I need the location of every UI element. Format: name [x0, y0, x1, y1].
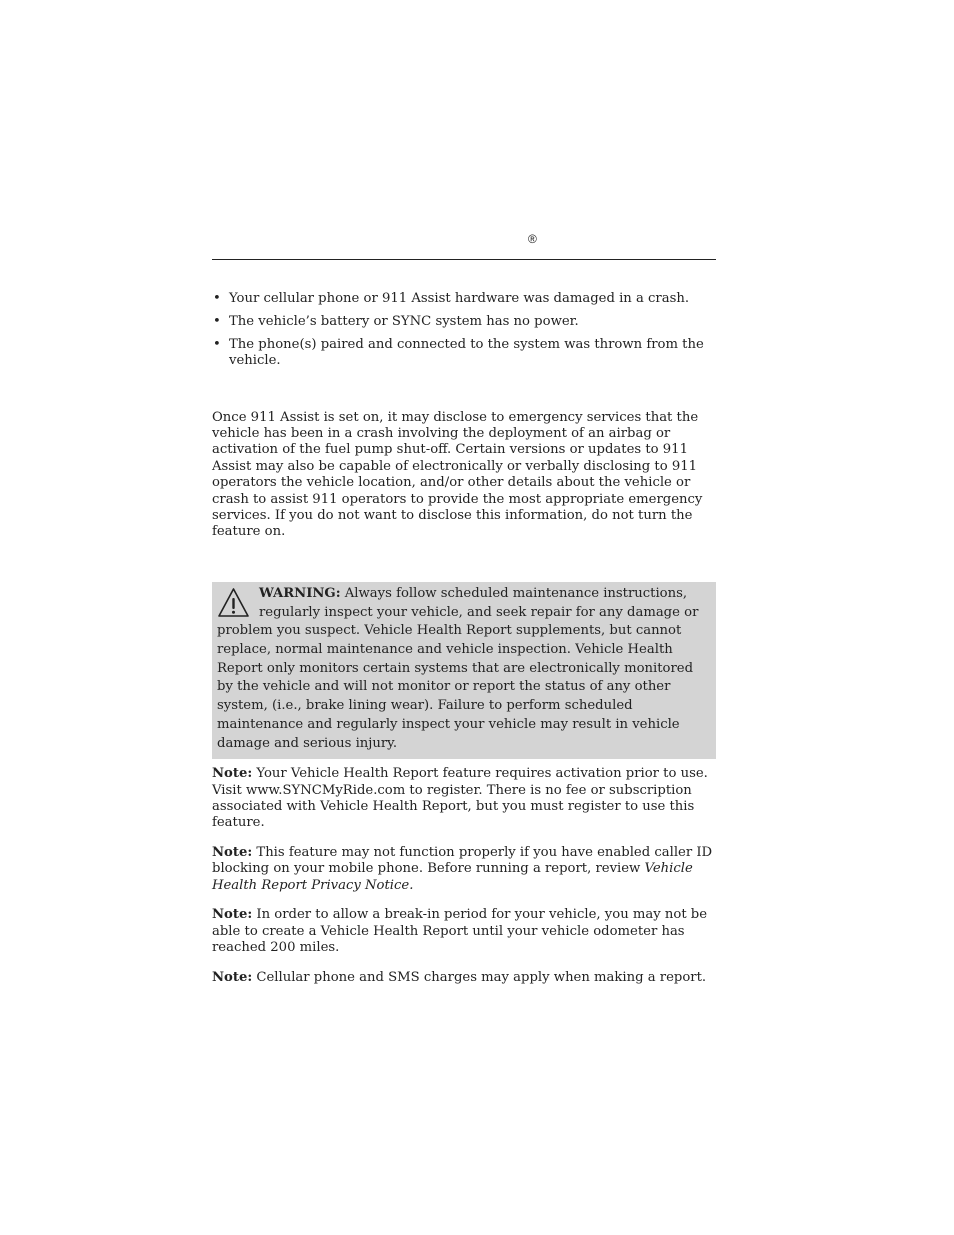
note-text: This feature may not function properly if you have enabled caller ID blocking on your mobile phone. Before running a report, review: [212, 845, 713, 877]
warning-triangle-icon: [217, 587, 250, 619]
list-item: [212, 291, 716, 307]
bullet-symbol: •: [213, 291, 221, 306]
bullet-symbol: •: [213, 336, 221, 352]
note-label: Note:: [212, 907, 253, 923]
page-content: [212, 291, 716, 999]
note-text: In order to allow a break-in period for your vehicle, you may not be able to create a Vehicle Health Report until your vehicle odometer has reached 200 miles.: [212, 907, 708, 956]
note-label: Note:: [212, 845, 253, 861]
note-paragraph: [212, 845, 716, 894]
registered-trademark-mark: ®: [528, 232, 537, 246]
bullet-list: [212, 291, 716, 370]
note-label: Note:: [212, 766, 253, 782]
warning-text: Always follow scheduled maintenance instructions, regularly inspect your vehicle, and seek repair for any damage or problem you suspect. Vehicle Health Report supplements, but cannot replace, normal maintenance and vehicle inspection. Vehicle Health Report only monitors certain systems that are electronically monitored by the vehicle and will not monitor or report the status of any other system, (i.e., brake lining wear). Failure to perform scheduled maintenance and regularly inspect your vehicle may result in vehicle damage and serious injury.: [217, 585, 699, 751]
note-paragraph: [212, 766, 716, 832]
header-divider: [212, 259, 716, 260]
list-item-text: The phone(s) paired and connected to the system was thrown from the vehicle.: [229, 336, 704, 369]
warning-label: WARNING:: [259, 585, 341, 601]
note-paragraph: [212, 907, 716, 956]
list-item-text: Your cellular phone or 911 Assist hardware was damaged in a crash.: [229, 291, 690, 306]
list-item: [212, 314, 716, 330]
bullet-symbol: •: [213, 313, 221, 329]
list-item: [212, 337, 716, 370]
privacy-notice-reference: Vehicle Health Report Privacy Notice.: [212, 861, 693, 893]
body-paragraph: Once 911 Assist is set on, it may disclose to emergency services that the vehicle has been in a crash involving the deployment of an airbag or activation of the fuel pump shut-off. Certain versions or updates to 911 Assist may also be capable of electronically or verbally disclosing to 911 operators the vehicle location, and/or other details about the vehicle or crash to assist 911 operators to provide the most appropriate emergency services. If you do not want to disclose this information, do not turn the feature on.: [212, 409, 703, 540]
warning-box: [212, 582, 716, 759]
note-label: Note:: [212, 969, 253, 985]
note-text: Your Vehicle Health Report feature requires activation prior to use. Visit www.SYNCMyRide.com to register. There is no fee or subscription associated with Vehicle Health Report, but you must register to use this feature.: [212, 766, 708, 831]
note-paragraph: [212, 970, 716, 986]
note-text: Cellular phone and SMS charges may apply when making a report.: [252, 969, 707, 985]
list-item-text: The vehicle’s battery or SYNC system has no power.: [229, 313, 579, 329]
